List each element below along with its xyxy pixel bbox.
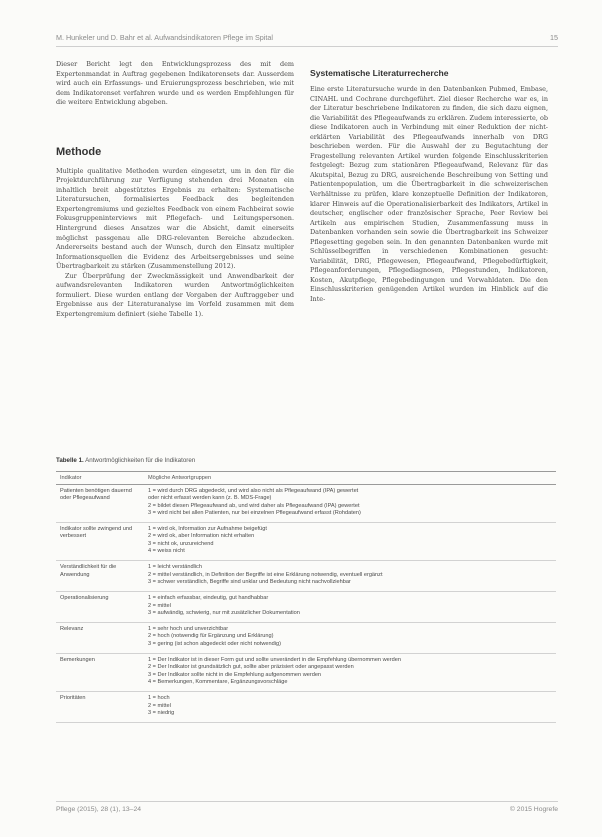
indicator-cell: Indikator sollte zwingend und verbessert	[56, 523, 144, 561]
section-heading-methode: Methode	[56, 145, 102, 158]
answer-option: 1 = leicht verständlich	[148, 564, 202, 571]
indicator-cell: Bemerkungen	[56, 654, 144, 692]
answer-option: 1 = sehr hoch und unverzichtbar	[148, 626, 229, 633]
indicator-cell: Operationalisierung	[56, 592, 144, 623]
table-row	[56, 592, 556, 623]
column-header-answers: Mögliche Antwortgruppen	[144, 472, 556, 485]
table-caption-text: Antwortmöglichkeiten für die Indikatoren	[85, 457, 196, 464]
section-heading-literature: Systematische Literaturrecherche	[310, 68, 449, 78]
answer-option: 3 = gering (ist schon abgedeckt oder nicht notwendig)	[148, 640, 281, 647]
answer-option: 1 = einfach erfassbar, eindeutig, gut handhabbar	[148, 595, 269, 602]
answers-cell	[144, 485, 556, 523]
literature-paragraph: Eine erste Literatursuche wurde in den Datenbanken Pubmed, Embase, CINAHL und Cochrane durchgeführt. Ziel dieser Recherche war es, in der Literatur beschriebene Indikatoren zu finden, die sich dazu eignen, die Variabilität des Pflegeaufwands zu erklären. Zudem interessierte, ob diese Indikatoren auch in Verbindung mit einer Reduktion der nicht-erklärten Variabilität des Pflegeaufwands innerhalb von DRG beschrieben werden. Für die Auswahl der zu Begutachtung der Fragestellung relevanten Artikel wurden folgende Einschlusskriterien festgelegt: Bezug zum stationären Pflegeaufwand, Relevanz für das Akutspital, Bezug zu DRG, ausreichende Beschreibung von Setting und Patientenpopulation, um die Übertragbarkeit in die schweizerischen Verhältnisse zu prüfen, klare konzeptuelle Definition der Indikatoren, klarer Hinweis auf die Operationalisierbarkeit des Indikators, Artikel in deutscher, englischer oder französischer Sprache, Peer Review bei Artikeln aus empirischen Studien, Zusammenfassung muss in Datenbanken vorhanden sein sowie die Übertragbarkeit ins Schweizer Pflegesetting gegeben sein. In den genannten Datenbanken wurde mit Schlüsselbegriffen in verschiedenen Kombinationen gesucht: Variabilität, DRG, Pflegewesen, Pflegeaufwand, Pflegebedürftigkeit, Pflegeanforderungen, Pflegediagnosen, Pflegestunden, Indikatoren, Kosten, Akutpflege, Pflegebedingungen und Vorwahldaten. Die den Einschlusskriterien genügenden Artikel wurden im Hinblick auf die Inte-	[310, 85, 548, 304]
answer-option: oder nicht erfasst werden kann (z. B. MDS-Frage)	[148, 495, 272, 502]
header-divider	[56, 46, 558, 47]
answer-option: 2 = mittel	[148, 702, 171, 709]
answer-option: 4 = weiss nicht	[148, 548, 185, 555]
answer-option: 2 = hoch (notwendig für Ergänzung und Erklärung)	[148, 633, 274, 640]
answer-option: 2 = wird ok, aber Information nicht erhalten	[148, 533, 255, 540]
footer-citation: Pflege (2015), 28 (1), 13–24	[56, 806, 142, 813]
intro-paragraph: Dieser Bericht legt den Entwicklungsprozess des mit dem Expertenmandat in Auftrag gegebenen Indikatorensets dar. Ausserdem wird auch ein Erfassungs- und Eruierungsprozess beschrieben, wie mit dem Indikatorenset verfahren wurde und es werden Empfehlungen für die weitere Entwicklung abgeben.	[56, 60, 294, 107]
running-header	[56, 33, 558, 45]
answer-option: 1 = hoch	[148, 695, 170, 702]
answer-option: 3 = nicht ok, unzureichend	[148, 540, 214, 547]
answer-option: 2 = mittel verständlich, in Definition der Begriffe ist eine Erklärung notwendig, eventuell ergänzt	[148, 571, 383, 578]
answer-option: 2 = Der Indikator ist grundsätzlich gut, sollte aber präzisiert oder angepasst werden	[148, 664, 354, 671]
running-title: M. Hunkeler und D. Bahr et al. Aufwandsindikatoren Pflege im Spital	[56, 33, 273, 42]
table-row	[56, 692, 556, 723]
answer-options-table	[56, 471, 556, 723]
answer-option: 1 = wird durch DRG abgedeckt, und wird also nicht als Pflegeaufwand (IPA) gewertet	[148, 488, 359, 494]
table-row	[56, 654, 556, 692]
indicator-cell: Patienten benötigen dauernd oder Pflegeaufwand	[56, 485, 144, 523]
column-header-indicator: Indikator	[56, 472, 144, 485]
answers-cell	[144, 623, 556, 654]
answer-option: 3 = Der Indikator sollte nicht in die Empfehlung aufgenommen werden	[148, 671, 322, 678]
answer-option: 3 = niedrig	[148, 709, 175, 716]
left-column	[56, 60, 294, 319]
table-row	[56, 485, 556, 523]
answer-option: 4 = Bemerkungen, Kommentare, Ergänzungsvorschläge	[148, 678, 288, 685]
methode-paragraph-2: Zur Überprüfung der Zweckmässigkeit und Anwendbarkeit der aufwandsrelevanten Indikatoren wurden Antwortmöglichkeiten formuliert. Diese wurden entlang der Vorgaben der Auftraggeber und Ergebnisse aus der Literaturanalyse im Vorfeld zusammen mit dem Expertengremium definiert (siehe Tabelle 1).	[56, 271, 294, 318]
answers-cell	[144, 654, 556, 692]
table-caption-label: Tabelle 1.	[56, 457, 84, 464]
table-row	[56, 561, 556, 592]
answers-cell	[144, 592, 556, 623]
indicator-cell: Verständlichkeit für die Anwendung	[56, 561, 144, 592]
table-caption	[56, 457, 556, 464]
footer-copyright: © 2015 Hogrefe	[509, 806, 558, 813]
answer-option: 3 = wird nicht bei allen Patienten, nur bei einzelnen Pflegeaufwand erfasst (Rohdaten)	[148, 509, 361, 516]
methode-paragraph: Multiple qualitative Methoden wurden eingesetzt, um in den für die Projektdurchführung zur Verfügung stehenden drei Monaten ein inhaltlich breit abgestütztes Ergebnis zu erhalten: Systematische Literatursuchen, formalisiertes Feedback des begleitenden Expertengremiums und gezieltes Feedback von einem Fachbeirat sowie Fokusgruppeninterviews mit Pflegefach- und Leitungspersonen. Hintergrund dieses Ansatzes war die Absicht, damit einerseits möglichst passgenau alle DRG-relevanten Bereiche abzudecken. Andererseits bestand auch der Wunsch, durch den Einsatz multipler Informationsquellen die Evidenz des Arbeitsergebnisses und seine Übertragbarkeit zu stärken (Zusammenstellung 2012).	[56, 166, 294, 271]
answers-cell	[144, 561, 556, 592]
footer-divider	[56, 801, 558, 802]
table-row	[56, 623, 556, 654]
answer-option: 2 = mittel	[148, 602, 171, 609]
page-number: 15	[550, 33, 558, 42]
table-1	[56, 457, 556, 723]
table-row	[56, 523, 556, 561]
answer-option: 1 = Der Indikator ist in dieser Form gut und sollte unverändert in die Empfehlung übernommen werden	[148, 657, 401, 664]
right-column	[310, 60, 548, 305]
indicator-cell: Prioritäten	[56, 692, 144, 723]
answers-cell	[144, 523, 556, 561]
answer-option: 2 = bildet diesen Pflegeaufwand ab, und wird daher als Pflegeaufwand (IPA) gewertet	[148, 502, 360, 509]
answer-option: 1 = wird ok, Information zur Aufnahme beigefügt	[148, 526, 267, 533]
answer-option: 3 = schwer verständlich, Begriffe sind unklar und Bedeutung nicht nachvollziehbar	[148, 578, 351, 585]
table-header-row	[56, 472, 556, 485]
answer-option: 3 = aufwändig, schwierig, nur mit zusätzlicher Dokumentation	[148, 609, 300, 616]
indicator-cell: Relevanz	[56, 623, 144, 654]
answers-cell	[144, 692, 556, 723]
